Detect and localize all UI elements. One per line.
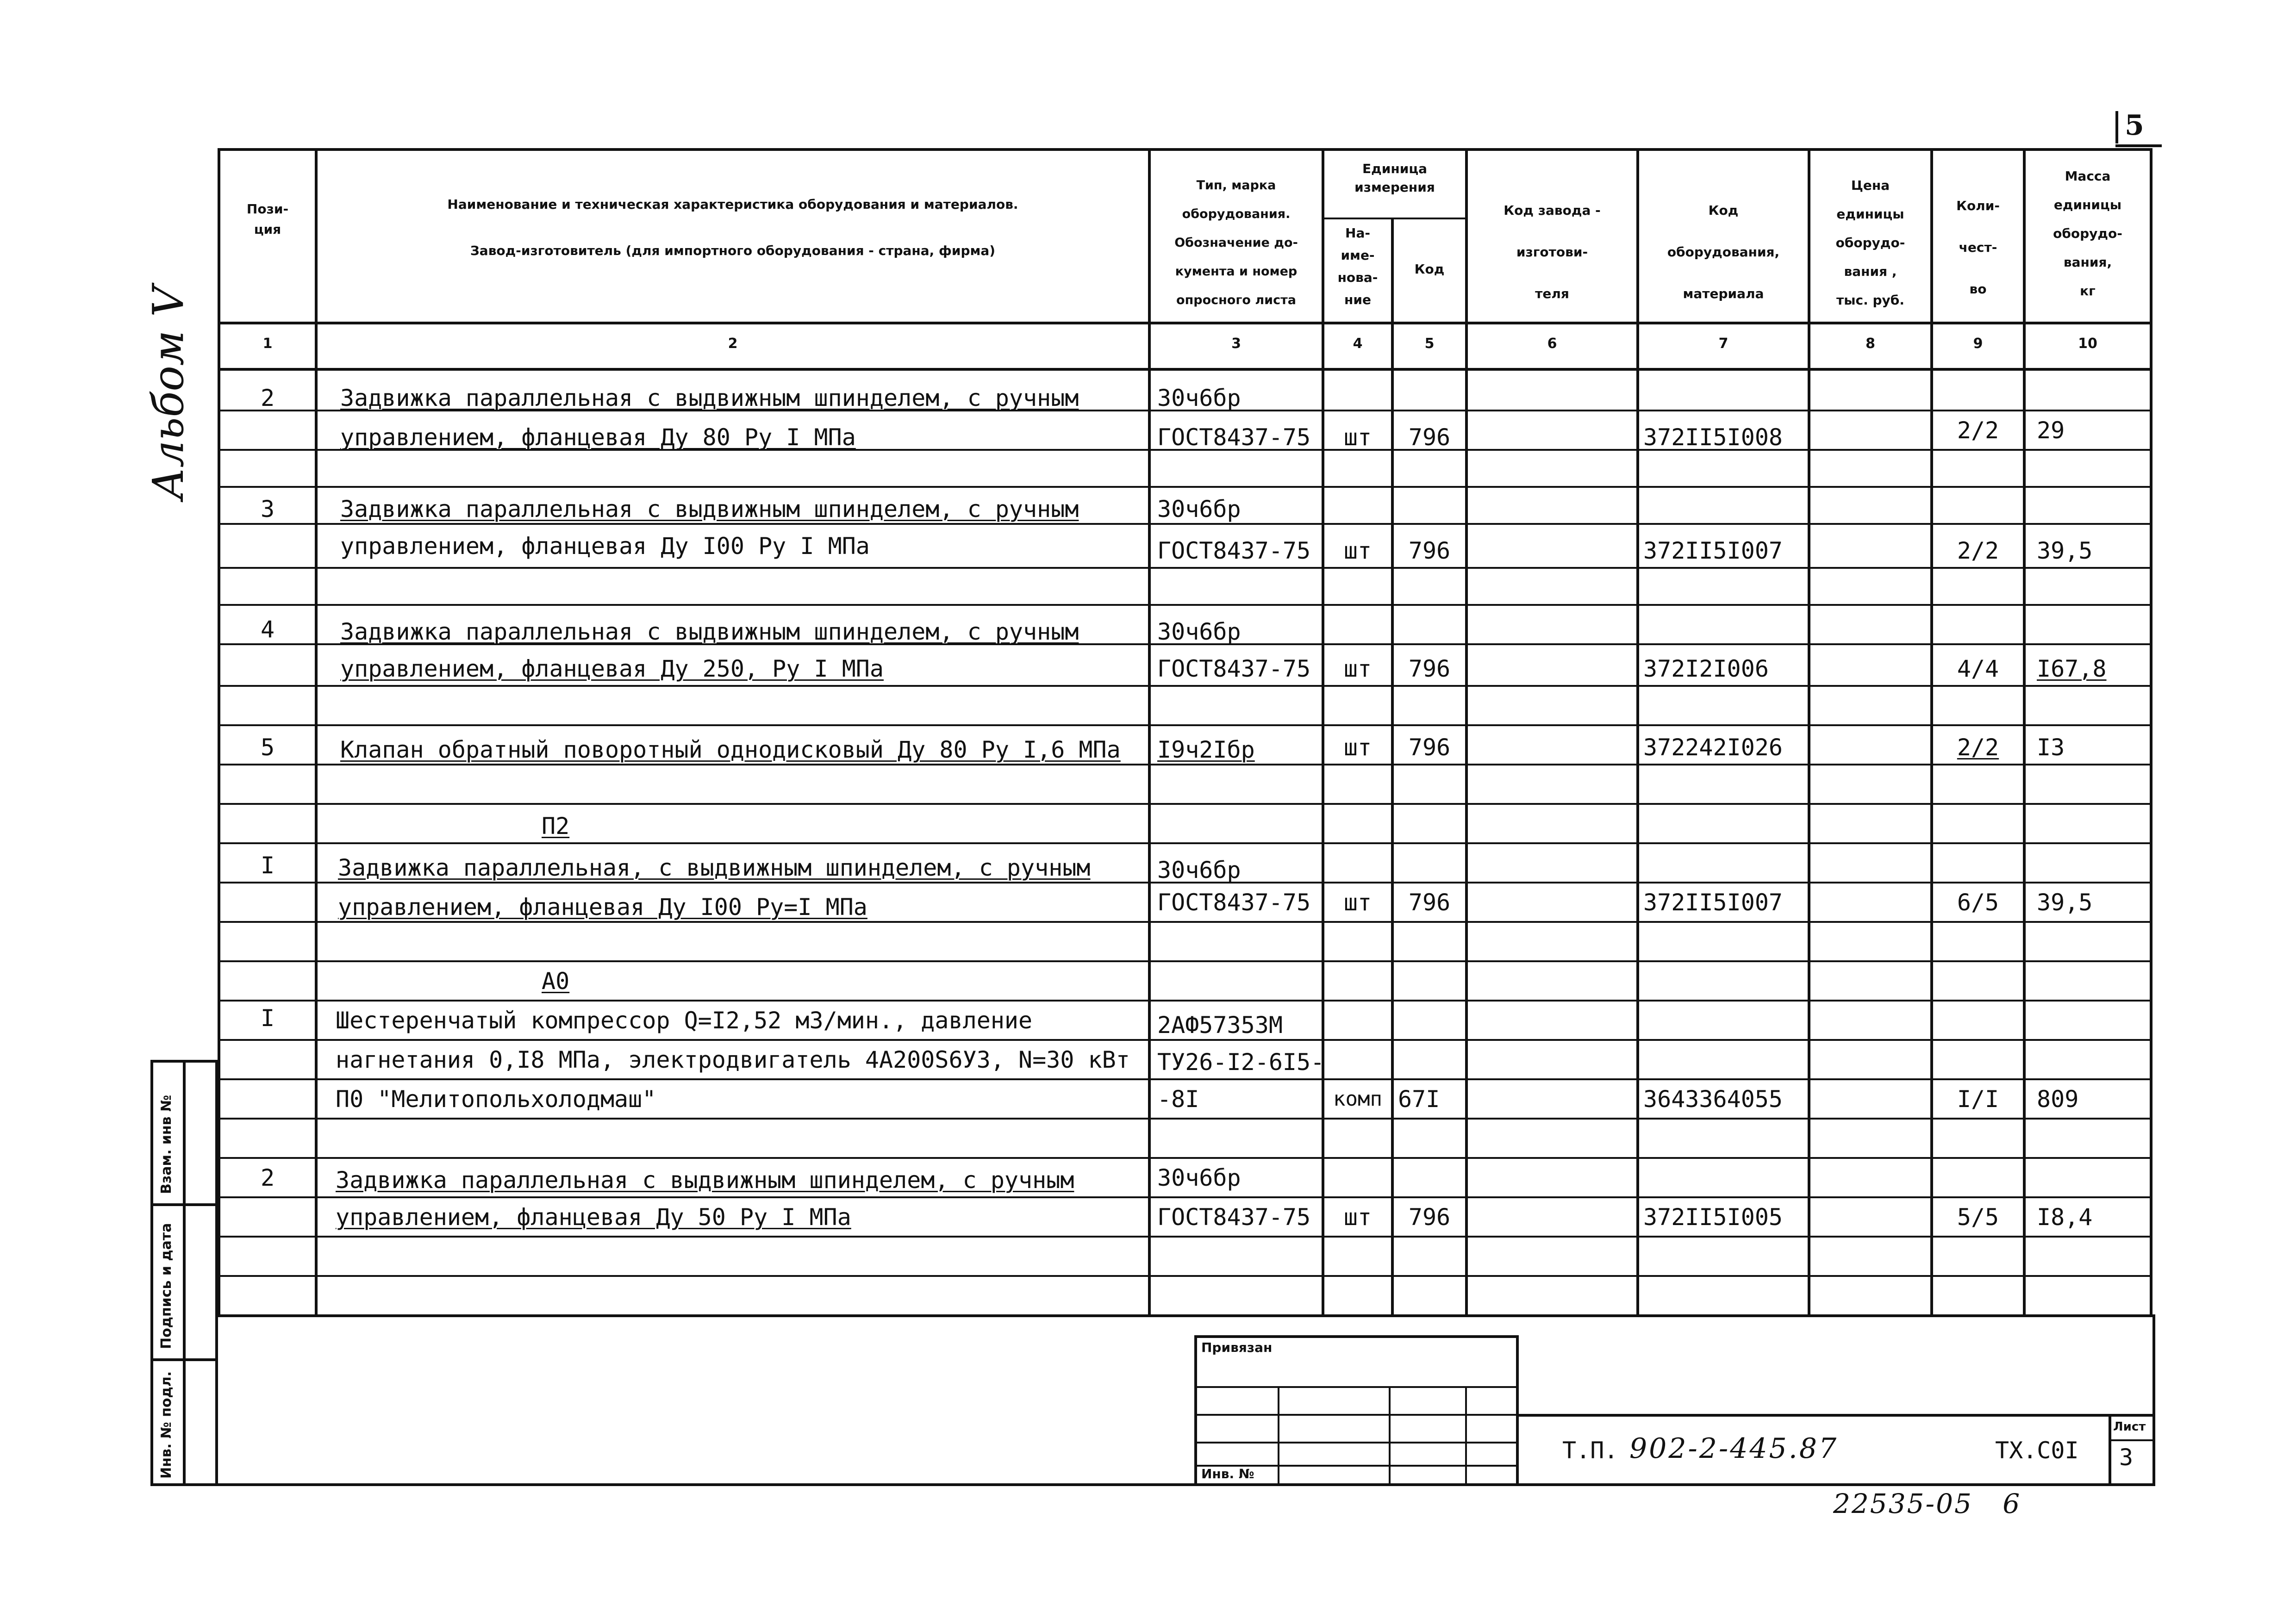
row-line	[218, 1275, 2152, 1277]
header-type: Тип, марка оборудования. Обозначение до- кумента и номер опросного листа	[1174, 178, 1298, 307]
item-document: ГОСТ8437-75	[1157, 889, 1311, 916]
item-unit: комп	[1333, 1087, 1382, 1111]
item-type: 2АФ57353М	[1157, 1012, 1283, 1039]
item-code: 372II5I008	[1643, 424, 1783, 451]
header-name-line2: Завод-изготовитель (для импортного оборудования - страна, фирма)	[470, 243, 996, 258]
item-code: 372II5I005	[1643, 1204, 1783, 1231]
title-box-line	[1194, 1414, 1518, 1416]
column-number: 7	[1718, 336, 1728, 352]
side-stamp-left	[150, 1060, 153, 1486]
item-name: управлением, фланцевая Ду 80 Ру I МПа	[340, 424, 856, 451]
row-line	[218, 1039, 2152, 1041]
item-name: управлением, фланцевая Ду 250, Ру I МПа	[340, 655, 884, 682]
item-unit: шт	[1343, 424, 1372, 451]
title-row-top	[1516, 1414, 2152, 1417]
item-mass: I8,4	[2037, 1204, 2093, 1231]
header-unit-code: Код	[1414, 261, 1445, 277]
column-number: 3	[1231, 336, 1241, 352]
row-line	[218, 523, 2152, 525]
sheet-box-line	[2109, 1439, 2152, 1441]
privyazan-label: Привязан	[1201, 1340, 1273, 1355]
item-unit-code: 796	[1408, 537, 1451, 564]
row-line	[218, 960, 2152, 962]
row-line	[218, 604, 2152, 606]
title-inv-label: Инв. №	[1201, 1466, 1254, 1481]
title-box-divider	[1278, 1386, 1279, 1483]
item-name: Шестеренчатый компрессор Q=I2,52 м3/мин., давление	[336, 1007, 1033, 1034]
colnum-bottom-border	[218, 368, 2152, 371]
frame-bottom-border	[150, 1483, 2155, 1486]
col-line	[1322, 148, 1324, 1317]
item-document: ГОСТ8437-75	[1157, 537, 1311, 564]
item-unit: шт	[1343, 889, 1372, 916]
col-line	[1930, 148, 1933, 1317]
item-type: 30ч6бр	[1157, 385, 1241, 411]
side-stamp-inv-no: Инв. № подл.	[158, 1371, 175, 1479]
title-box-right	[1516, 1335, 1519, 1483]
side-stamp-sign-date: Подпись и дата	[158, 1223, 175, 1349]
item-name: управлением, фланцевая Ду I00 Ру I МПа	[340, 533, 870, 560]
row-line	[218, 1157, 2152, 1159]
column-number: 1	[262, 336, 273, 352]
row-line	[218, 764, 2152, 765]
header-price: Цена единицы оборудо- вания , тыс. руб.	[1835, 178, 1905, 308]
table-right-border	[2150, 148, 2152, 1317]
page-number-mark	[2115, 111, 2118, 143]
item-unit: шт	[1343, 537, 1372, 564]
col-line	[1391, 218, 1394, 1317]
item-position: I	[260, 1005, 275, 1032]
item-unit-code: 796	[1408, 424, 1451, 451]
title-box-divider	[1465, 1386, 1467, 1483]
side-stamp-line	[150, 1358, 218, 1361]
item-mass: I67,8	[2037, 655, 2107, 682]
item-quantity: 4/4	[1957, 655, 1999, 682]
item-quantity: 6/5	[1957, 889, 1999, 916]
item-code: 372I2I006	[1643, 655, 1769, 682]
item-mass: 809	[2037, 1086, 2079, 1113]
frame-right-border	[2152, 1314, 2155, 1486]
col-line	[1636, 148, 1639, 1317]
side-stamp-line	[150, 1203, 218, 1206]
item-document: ГОСТ8437-75	[1157, 655, 1311, 682]
item-position: I	[260, 852, 275, 879]
row-line	[218, 567, 2152, 569]
item-unit-code: 796	[1408, 734, 1451, 761]
col-line	[2023, 148, 2026, 1317]
item-position: 2	[260, 1164, 275, 1191]
header-name-line1: Наименование и техническая характеристика оборудования и материалов.	[447, 197, 1018, 212]
item-code: 3643364055	[1643, 1086, 1783, 1113]
item-quantity: I/I	[1957, 1086, 1999, 1113]
table-top-border	[218, 148, 2152, 151]
title-box-top	[1194, 1335, 1518, 1338]
item-unit-code: 67I	[1398, 1086, 1440, 1113]
item-code: 372II5I007	[1643, 537, 1783, 564]
item-mass: 39,5	[2037, 889, 2093, 916]
item-name: управлением, фланцевая Ду 50 Ру I МПа	[336, 1204, 851, 1231]
item-position: 5	[260, 734, 275, 761]
sheet-label: Лист	[2113, 1420, 2146, 1434]
row-line	[218, 1236, 2152, 1238]
column-number: 8	[1866, 336, 1875, 352]
item-document: ГОСТ8437-75	[1157, 424, 1311, 451]
item-name: Задвижка параллельная, с выдвижным шпинделем, с ручным	[338, 854, 1091, 881]
column-number: 10	[2078, 336, 2097, 352]
col-line	[1148, 148, 1151, 1317]
item-unit: шт	[1343, 1204, 1372, 1231]
item-code: 372II5I007	[1643, 889, 1783, 916]
item-name: Задвижка параллельная с выдвижным шпинделем, с ручным	[340, 496, 1079, 523]
item-name: нагнетания 0,I8 МПа, электродвигатель 4А200S6У3, N=30 кВт	[336, 1046, 1130, 1073]
item-position: 3	[260, 496, 275, 523]
title-box-divider	[1389, 1386, 1391, 1483]
row-line	[218, 842, 2152, 844]
row-line	[218, 1196, 2152, 1198]
row-line	[218, 724, 2152, 726]
row-line	[218, 1078, 2152, 1080]
item-mass: 39,5	[2037, 537, 2093, 564]
item-type: 30ч6бр	[1157, 1164, 1241, 1191]
item-name: Задвижка параллельная с выдвижным шпинделем, с ручным	[340, 385, 1079, 411]
header-unit-name: На- име- нова- ние	[1337, 225, 1378, 307]
item-type: 30ч6бр	[1157, 857, 1241, 884]
row-line	[218, 1000, 2152, 1002]
column-number: 4	[1353, 336, 1363, 352]
header-factory-code: Код завода - изготови- теля	[1504, 203, 1601, 301]
item-unit-code: 796	[1408, 1204, 1451, 1231]
header-bottom-border	[218, 322, 2152, 324]
column-number: 2	[728, 336, 738, 352]
item-name: Задвижка параллельная с выдвижным шпинделем, с ручным	[340, 618, 1079, 645]
col-line	[1465, 148, 1468, 1317]
side-stamp-inv-mutual: Взам. инв №	[158, 1095, 175, 1194]
row-line	[218, 486, 2152, 488]
item-unit-code: 796	[1408, 889, 1451, 916]
item-quantity: 2/2	[1957, 537, 1999, 564]
column-number: 6	[1547, 336, 1557, 352]
item-unit-code: 796	[1408, 655, 1451, 682]
title-box-line	[1194, 1386, 1518, 1388]
column-number: 5	[1424, 336, 1435, 352]
page-number: 5	[2125, 109, 2144, 142]
row-line	[218, 1118, 2152, 1120]
col-line	[1808, 148, 1810, 1317]
row-line	[218, 921, 2152, 923]
row-line	[218, 803, 2152, 805]
item-position: 2	[260, 385, 275, 411]
item-type: I9ч2Iбр	[1157, 736, 1255, 763]
section-title: П2	[542, 813, 570, 840]
col-line	[315, 148, 318, 1317]
item-quantity: 5/5	[1957, 1204, 1999, 1231]
item-name: Клапан обратный поворотный однодисковый Ду 80 Ру I,6 МПа	[340, 736, 1121, 763]
header-equipment-code: Код оборудования, материала	[1667, 203, 1780, 301]
title-box-left	[1194, 1335, 1197, 1483]
project-number: 902-2-445.87	[1629, 1432, 1839, 1465]
item-quantity: 2/2	[1957, 734, 1999, 761]
item-document: ТУ26-I2-6I5-	[1157, 1049, 1325, 1076]
item-name: Задвижка параллельная с выдвижным шпинделем, с ручным	[336, 1167, 1074, 1194]
document-code: ТХ.С0I	[1995, 1437, 2079, 1464]
album-label: Альбом V	[144, 286, 193, 500]
archive-code: 22535-05 6	[1833, 1488, 2021, 1519]
item-manufacturer: П0 "Мелитопольхолодмаш"	[336, 1086, 656, 1113]
item-unit: шт	[1343, 734, 1372, 761]
item-type: 30ч6бр	[1157, 496, 1241, 523]
sheet-number: 3	[2119, 1444, 2134, 1471]
tp-prefix: Т.П.	[1562, 1437, 1618, 1464]
side-stamp-top	[150, 1060, 218, 1063]
item-document: -8I	[1157, 1086, 1199, 1113]
table-bottom-border	[218, 1314, 2152, 1317]
item-name: управлением, фланцевая Ду I00 Ру=I МПа	[338, 894, 867, 921]
column-number: 9	[1973, 336, 1983, 352]
sheet-box-left	[2109, 1414, 2111, 1483]
header-mass: Масса единицы оборудо- вания, кг	[2053, 168, 2122, 299]
item-type: 30ч6бр	[1157, 618, 1241, 645]
row-line	[218, 685, 2152, 687]
page-number-underline	[2115, 144, 2162, 147]
item-unit: шт	[1343, 655, 1372, 682]
header-unit: Единица измерения	[1354, 161, 1435, 195]
title-box-line	[1194, 1442, 1518, 1444]
frame-left-border	[215, 1060, 218, 1486]
item-code: 372242I026	[1643, 734, 1783, 761]
section-title: А0	[542, 968, 570, 995]
item-document: ГОСТ8437-75	[1157, 1204, 1311, 1231]
item-position: 4	[260, 616, 275, 643]
item-quantity: 2/2	[1957, 417, 1999, 444]
item-mass: I3	[2037, 734, 2065, 761]
side-stamp-divider	[183, 1060, 186, 1486]
header-quantity: Коли- чест- во	[1956, 198, 2000, 297]
header-position: Пози- ция	[246, 201, 289, 237]
item-mass: 29	[2037, 417, 2065, 444]
